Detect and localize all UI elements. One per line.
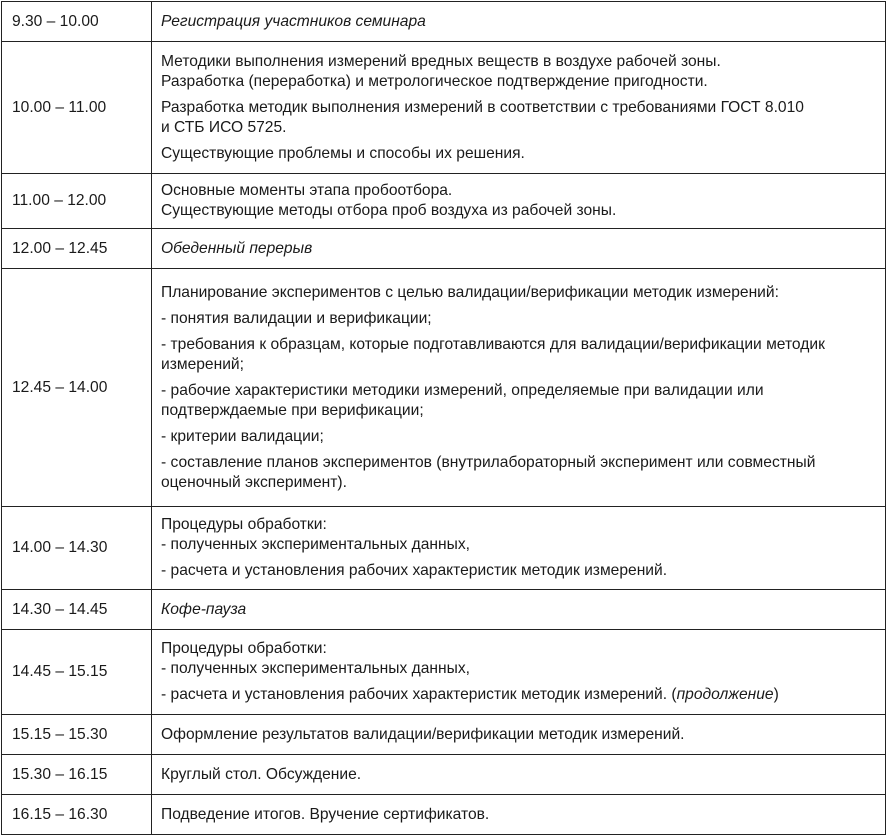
schedule-row xyxy=(2,795,886,835)
seminar-schedule-table xyxy=(1,1,886,835)
content-line: - полученных экспериментальных данных, xyxy=(161,660,470,677)
content-line: Разработка методик выполнения измерений в соответствии с требованиями ГОСТ 8.010 xyxy=(161,98,804,116)
content-line: - требования к образцам, которые подготавливаются для валидации/верификации методик xyxy=(161,335,825,353)
content-line: - понятия валидации и верификации; xyxy=(161,309,432,327)
content-line: Существующие проблемы и способы их решения. xyxy=(161,144,525,162)
content-cell xyxy=(152,174,886,229)
time-cell: 10.00 – 11.00 xyxy=(2,42,152,174)
schedule-row xyxy=(2,269,886,507)
content-line: Разработка (переработка) и метрологическое подтверждение пригодности. xyxy=(161,72,708,90)
content-line: измерений; xyxy=(161,355,244,373)
content-cell: Кофе-пауза xyxy=(152,590,886,630)
schedule-row xyxy=(2,42,886,174)
time-cell: 12.45 – 14.00 xyxy=(2,269,152,507)
content-line: Планирование экспериментов с целью валидации/верификации методик измерений: xyxy=(161,283,779,301)
schedule-row xyxy=(2,2,886,42)
content-line: Существующие методы отбора проб воздуха из рабочей зоны. xyxy=(161,202,617,219)
schedule-row xyxy=(2,715,886,755)
content-line: - критерии валидации; xyxy=(161,427,324,445)
time-cell: 15.30 – 16.15 xyxy=(2,755,152,795)
schedule-row xyxy=(2,755,886,795)
time-cell: 16.15 – 16.30 xyxy=(2,795,152,835)
content-line: - рабочие характеристики методики измерений, определяемые при валидации или xyxy=(161,381,764,399)
content-text: - расчета и установления рабочих характеристик методик измерений. ( xyxy=(161,686,677,703)
content-line: - расчета и установления рабочих характеристик методик измерений. xyxy=(161,562,668,579)
schedule-row xyxy=(2,630,886,715)
schedule-row xyxy=(2,174,886,229)
time-cell: 15.15 – 15.30 xyxy=(2,715,152,755)
content-line: Методики выполнения измерений вредных веществ в воздухе рабочей зоны. xyxy=(161,52,721,70)
content-cell: Круглый стол. Обсуждение. xyxy=(152,755,886,795)
content-text: ) xyxy=(773,686,779,703)
time-cell: 14.00 – 14.30 xyxy=(2,507,152,590)
time-cell: 11.00 – 12.00 xyxy=(2,174,152,229)
content-line: Процедуры обработки: xyxy=(161,640,327,657)
content-line: Процедуры обработки: xyxy=(161,516,327,533)
continuation-note: продолжение xyxy=(676,686,774,703)
schedule-row xyxy=(2,229,886,269)
content-cell: Регистрация участников семинара xyxy=(152,2,886,42)
schedule-row xyxy=(2,590,886,630)
content-cell: Оформление результатов валидации/верификации методик измерений. xyxy=(152,715,886,755)
content-line: Основные моменты этапа пробоотбора. xyxy=(161,182,453,199)
content-line: - полученных экспериментальных данных, xyxy=(161,536,470,553)
time-cell: 9.30 – 10.00 xyxy=(2,2,152,42)
time-cell: 14.45 – 15.15 xyxy=(2,630,152,715)
content-line: подтверждаемые при верификации; xyxy=(161,401,424,419)
content-line xyxy=(161,685,879,705)
schedule-row xyxy=(2,507,886,590)
content-cell xyxy=(152,507,886,590)
content-cell xyxy=(152,269,886,507)
content-cell xyxy=(152,42,886,174)
content-cell: Обеденный перерыв xyxy=(152,229,886,269)
content-line: и СТБ ИСО 5725. xyxy=(161,118,287,136)
time-cell: 14.30 – 14.45 xyxy=(2,590,152,630)
content-cell xyxy=(152,630,886,715)
content-cell: Подведение итогов. Вручение сертификатов. xyxy=(152,795,886,835)
content-line: - составление планов экспериментов (внутрилабораторный эксперимент или совместный xyxy=(161,453,816,471)
time-cell: 12.00 – 12.45 xyxy=(2,229,152,269)
content-line: оценочный эксперимент). xyxy=(161,473,347,491)
